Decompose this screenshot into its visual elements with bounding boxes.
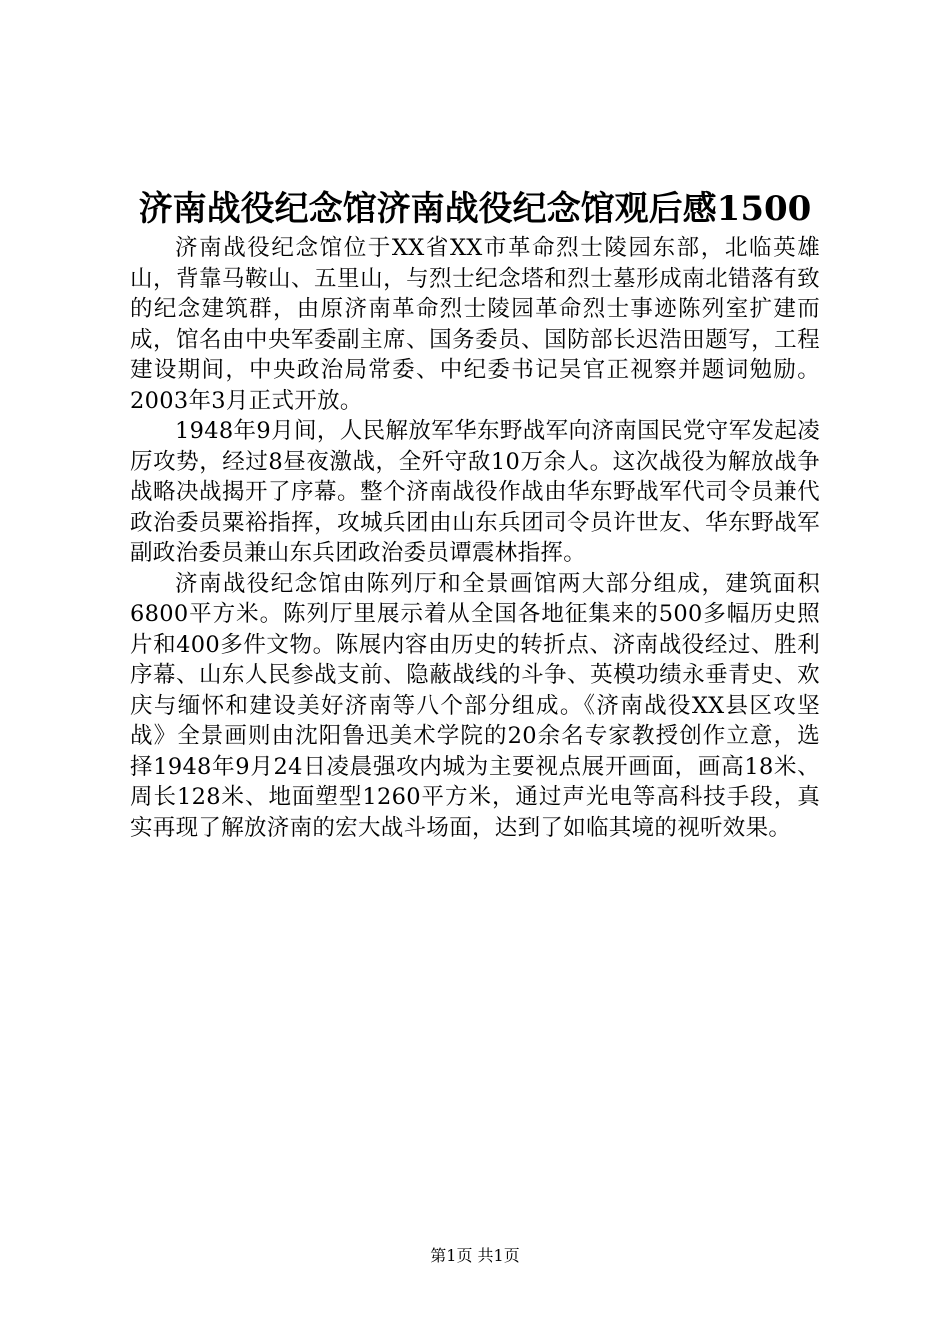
- paragraph-1: 济南战役纪念馆位于XX省XX市革命烈士陵园东部，北临英雄山，背靠马鞍山、五里山，与烈士纪念塔和烈士墓形成南北错落有致的纪念建筑群，由原济南革命烈士陵园革命烈士事迹陈列室扩建而成，馆名由中央军委副主席、国务委员、国防部长迟浩田题写，工程建设期间，中央政治局常委、中纪委书记吴官正视察并题词勉励。2003年3月正式开放。: [130, 235, 820, 414]
- paragraph-3: 济南战役纪念馆由陈列厅和全景画馆两大部分组成，建筑面积6800平方米。陈列厅里展示着从全国各地征集来的500多幅历史照片和400多件文物。陈展内容由历史的转折点、济南战役经过、胜利序幕、山东人民参战支前、隐蔽战线的斗争、英模功绩永垂青史、欢庆与缅怀和建设美好济南等八个部分组成。《济南战役XX县区攻坚战》全景画则由沈阳鲁迅美术学院的20余名专家教授创作立意，选择1948年9月24日凌晨强攻内城为主要视点展开画面，画高18米、周长128米、地面塑型1260平方米，通过声光电等高科技手段，真实再现了解放济南的宏大战斗场面，达到了如临其境的视听效果。: [130, 570, 820, 841]
- page-footer: 第1页 共1页: [430, 1246, 520, 1265]
- paragraph-2: 1948年9月间，人民解放军华东野战军向济南国民党守军发起凌厉攻势，经过8昼夜激战，全歼守敌10万余人。这次战役为解放战争战略决战揭开了序幕。整个济南战役作战由华东野战军代司令员兼代政治委员粟裕指挥，攻城兵团由山东兵团司令员许世友、华东野战军副政治委员兼山东兵团政治委员谭震林指挥。: [130, 418, 820, 566]
- document-title: 济南战役纪念馆济南战役纪念馆观后感1500: [138, 189, 812, 229]
- document-body: [130, 233, 820, 843]
